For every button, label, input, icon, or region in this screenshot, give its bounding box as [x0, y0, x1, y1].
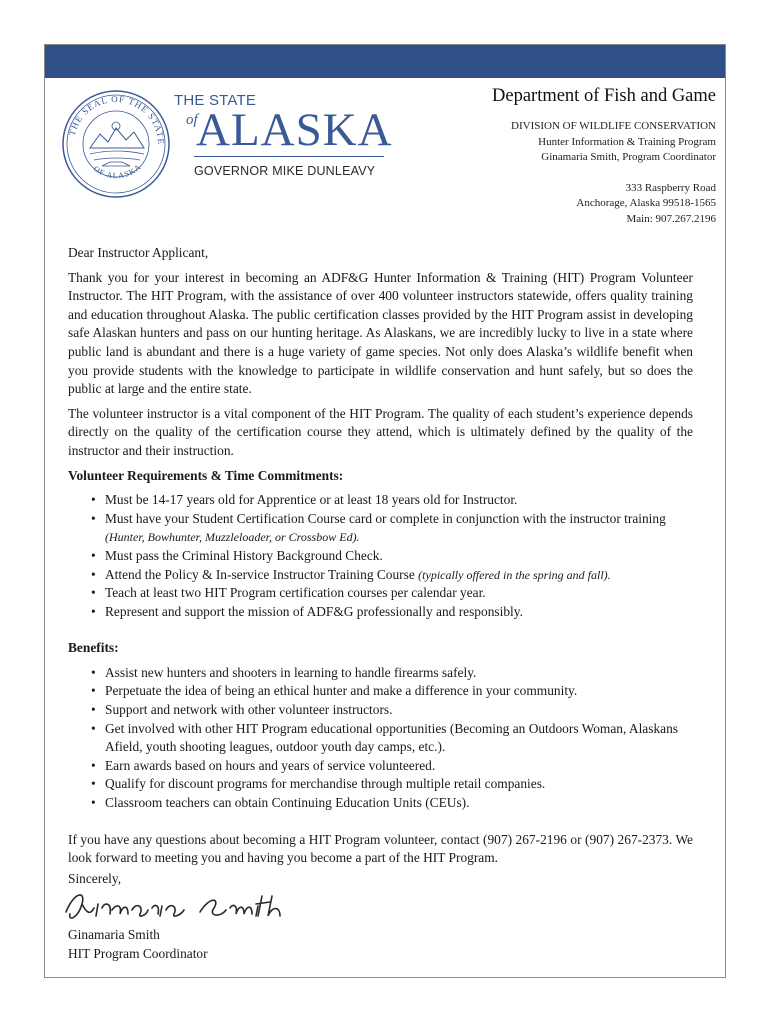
- list-item: • Must have your Student Certification Course card or complete in conjunction with the instructor training (Hunter, Bowhunter, Muzzleloader, or Crossbow Ed).: [105, 510, 693, 547]
- coordinator-line: Ginamaria Smith, Program Coordinator: [541, 151, 716, 163]
- list-item: • Teach at least two HIT Program certification courses per calendar year.: [105, 584, 693, 603]
- header-bar: [45, 45, 725, 78]
- letter-body: [68, 244, 693, 874]
- requirements-list: [68, 491, 693, 621]
- address-line-1: 333 Raspberry Road: [625, 181, 716, 194]
- alaska-title: ALASKA: [196, 104, 393, 156]
- list-item: • Earn awards based on hours and years of service volunteered.: [105, 757, 693, 776]
- department-info: [396, 86, 716, 227]
- list-item: • Perpetuate the idea of being an ethical hunter and make a difference in your community.: [105, 682, 693, 701]
- address-line-2: Anchorage, Alaska 99518-1565: [576, 197, 716, 209]
- list-item: • Get involved with other HIT Program educational opportunities (Becoming an Outdoors Woman, Alaskans Afield, youth shooting leagues, outdoor youth day camps, etc.).: [105, 720, 693, 757]
- requirements-heading: Volunteer Requirements & Time Commitments:: [68, 467, 344, 483]
- svg-text:OF ALASKA: OF ALASKA: [91, 162, 144, 181]
- closing: Sincerely,: [68, 871, 122, 886]
- signer-block: [68, 926, 208, 963]
- handwritten-signature: [60, 882, 290, 932]
- list-item: • Represent and support the mission of ADF&G professionally and responsibly.: [105, 603, 693, 622]
- state-seal-logo: [60, 88, 172, 200]
- list-item: • Classroom teachers can obtain Continuing Education Units (CEUs).: [105, 794, 693, 813]
- list-item: • Must pass the Criminal History Background Check.: [105, 547, 693, 566]
- paragraph-intro: Thank you for your interest in becoming an ADF&G Hunter Information & Training (HIT) Program Volunteer Instructor. The HIT Program, with the assistance of over 400 volunteer instructors statewide, offers quality training and education throughout Alaska. The public certification classes provided by the HIT Program assist in developing safe Alaskan hunters and pass on our hunting heritage. As Alaskans, we are incredibly lucky to live in a state where public land is abundant and there is a huge variety of game species. Not only does Alaska’s wildlife benefit when you provide students with the knowledge to participate in wildlife conservation and hunt safely, but so does the public at large and the entire state.: [68, 269, 693, 397]
- the-state-text: THE STATE: [174, 92, 257, 109]
- signer-name: Ginamaria Smith: [68, 927, 160, 942]
- benefits-list: [68, 664, 693, 813]
- svg-text:THE SEAL OF THE STATE: THE SEAL OF THE STATE: [66, 93, 167, 146]
- signer-title: HIT Program Coordinator: [68, 945, 208, 961]
- list-item: • Qualify for discount programs for merchandise through multiple retail companies.: [105, 775, 693, 794]
- of-text: of: [186, 112, 198, 128]
- list-item: • Assist new hunters and shooters in learning to handle firearms safely.: [105, 664, 693, 683]
- benefits-heading: Benefits:: [68, 640, 119, 656]
- title-rule: [194, 156, 384, 157]
- program-name: Hunter Information & Training Program: [538, 135, 716, 148]
- list-item: • Must be 14-17 years old for Apprentice or at least 18 years old for Instructor.: [105, 491, 693, 510]
- governor-name: GOVERNOR MIKE DUNLEAVY: [194, 164, 376, 178]
- phone-line: Main: 907.267.2196: [626, 212, 716, 225]
- list-item: • Attend the Policy & In-service Instructor Training Course (typically offered in the spring and fall).: [105, 566, 693, 585]
- division-name: DIVISION OF WILDLIFE CONSERVATION: [511, 120, 716, 132]
- salutation: Dear Instructor Applicant,: [68, 245, 209, 260]
- list-item: • Support and network with other volunteer instructors.: [105, 701, 693, 720]
- department-title: Department of Fish and Game: [492, 86, 716, 106]
- paragraph-contact: If you have any questions about becoming a HIT Program volunteer, contact (907) 267-2196 or (907) 267-2373. We look forward to meeting you and having you become a part of the HIT Program.: [68, 831, 693, 866]
- paragraph-instructor-role: The volunteer instructor is a vital component of the HIT Program. The quality of each student’s experience depends directly on the quality of the certification course they attend, which is ultimately defined by the quality of the instructor and their instruction.: [68, 405, 693, 458]
